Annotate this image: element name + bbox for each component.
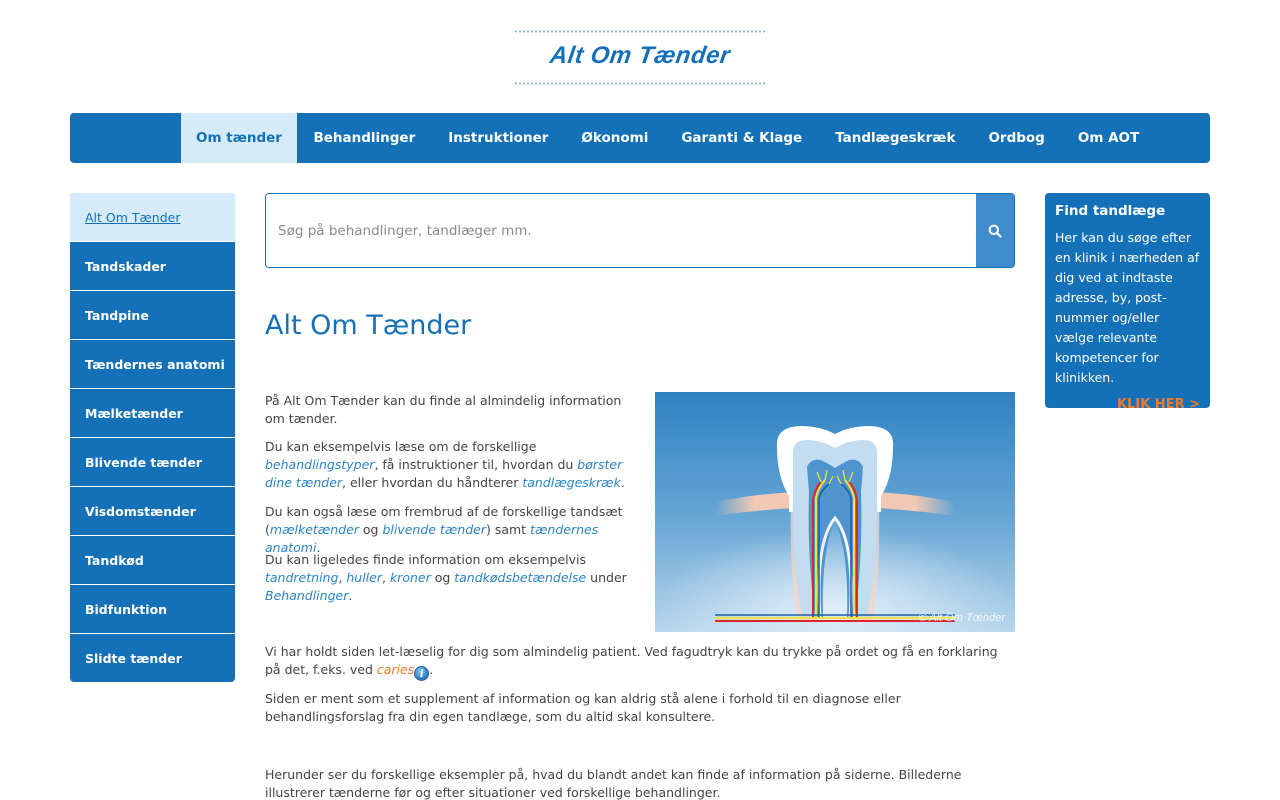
site-logo[interactable] [510, 28, 770, 86]
main-navigation [70, 113, 1210, 163]
text: Du kan også læse om frembrud af de forskellige tandsæt ( [265, 504, 623, 537]
text: Du kan ligeledes finde information om eksempelvis [265, 552, 587, 567]
sidebar-item-taendernes-anatomi[interactable]: Tændernes anatomi [70, 339, 235, 388]
sidebar-item-slidte-taender[interactable]: Slidte tænder [70, 633, 235, 682]
link-blivende-taender[interactable]: blivende tænder [382, 522, 486, 537]
nav-item-instruktioner[interactable]: Instruktioner [448, 130, 549, 146]
link-behandlingstyper[interactable]: behandlingstyper [265, 457, 375, 472]
find-dentist-box [1045, 193, 1210, 412]
tooth-illustration [655, 392, 1015, 632]
logo-text: Alt Om Tænder [548, 42, 732, 69]
intro-paragraph: På Alt Om Tænder kan du finde al almindelig information om tænder. [265, 393, 622, 426]
paragraph-letlaeselig [265, 643, 1015, 681]
nav-item-garanti-klage[interactable]: Garanti & Klage [681, 130, 803, 146]
image-watermark: © Alt Om Tœnder [918, 612, 1005, 624]
sidebar-item-bidfunktion[interactable]: Bidfunktion [70, 584, 235, 633]
paragraph-eksempler: Herunder ser du forskellige eksempler på, hvad du blandt andet kan finde af information på siderne. Billederne illustrerer tænderne før og efter situationer ved forskellige behandlinger. [265, 767, 962, 800]
link-tandlaegeskraek[interactable]: tandlægeskræk [522, 475, 621, 490]
sidebar-item-maelketaender[interactable]: Mælketænder [70, 388, 235, 437]
link-boerster-dine-taender[interactable]: børster dine tænder [265, 457, 623, 490]
link-huller[interactable]: huller [346, 570, 382, 585]
link-taendernes-anatomi[interactable]: tændernes anatomi [265, 522, 599, 555]
text: under [586, 570, 627, 585]
nav-item-om-taender[interactable]: Om tænder [181, 113, 297, 163]
find-dentist-link[interactable]: KLIK HER > [1117, 397, 1200, 412]
text: , [381, 570, 390, 585]
sidebar-item-alt-om-taender[interactable]: Alt Om Tænder [70, 193, 235, 241]
paragraph-examples [265, 438, 635, 492]
sidebar-item-tandkoed[interactable]: Tandkød [70, 535, 235, 584]
page-title: Alt Om Tænder [265, 310, 472, 341]
link-caries[interactable]: caries [376, 662, 415, 677]
logo-dots-top [514, 30, 766, 33]
paragraph-tandsaet [265, 503, 635, 557]
info-icon[interactable]: i [414, 666, 429, 681]
nav-item-oekonomi[interactable]: Økonomi [581, 130, 649, 146]
text: og [358, 522, 383, 537]
text: ) samt [485, 522, 531, 537]
link-maelketaender[interactable]: mælketænder [269, 522, 359, 537]
nav-item-behandlinger[interactable]: Behandlinger [313, 130, 416, 146]
link-behandlinger[interactable]: Behandlinger [265, 588, 349, 603]
sidebar-item-tandskader[interactable]: Tandskader [70, 241, 235, 290]
text: . [429, 662, 434, 677]
nav-item-tandlaegeskraek[interactable]: Tandlægeskræk [835, 130, 956, 146]
text: , eller hvordan du håndterer [342, 475, 523, 490]
sidebar-item-visdomstaender[interactable]: Visdomstænder [70, 486, 235, 535]
logo-dots-bottom [514, 82, 766, 85]
text: . [316, 540, 321, 555]
link-tandkoedsbetaendelse[interactable]: tandkødsbetændelse [454, 570, 587, 585]
paragraph-supplement: Siden er ment som et supplement af information og kan aldrig stå alene i forhold til en diagnose eller behandlingsforslag fra din egen tandlæge, som du altid skal konsultere. [265, 691, 901, 724]
nav-item-om-aot[interactable]: Om AOT [1077, 130, 1140, 146]
text: , [338, 570, 347, 585]
paragraph-behandlinger [265, 551, 635, 605]
search-button[interactable] [976, 194, 1014, 267]
sidebar-menu [70, 193, 235, 682]
text: Du kan eksempelvis læse om de forskellige [265, 439, 537, 454]
nav-item-ordbog[interactable]: Ordbog [988, 130, 1045, 146]
search-input[interactable] [266, 194, 976, 267]
sidebar-item-blivende-taender[interactable]: Blivende tænder [70, 437, 235, 486]
find-dentist-description: Her kan du søge efter en klinik i nærheden af dig ved at indtaste adresse, by, post-nummer og/eller vælge relevante kompetencer for klinikken. [1055, 230, 1200, 385]
text: Vi har holdt siden let-læselig for dig som almindelig patient. Ved fagudtryk kan du trykke på ordet og få en forklaring på det, f.eks. ved [265, 644, 998, 677]
search-icon [988, 224, 1002, 238]
tooth-anatomy-image [655, 392, 1015, 632]
sidebar-item-tandpine[interactable]: Tandpine [70, 290, 235, 339]
text: . [348, 588, 353, 603]
link-tandretning[interactable]: tandretning [265, 570, 339, 585]
text: og [430, 570, 455, 585]
text: . [620, 475, 625, 490]
search-bar [265, 193, 1015, 268]
link-kroner[interactable]: kroner [389, 570, 431, 585]
find-dentist-title: Find tandlæge [1055, 203, 1166, 219]
text: , få instruktioner til, hvordan du [374, 457, 578, 472]
